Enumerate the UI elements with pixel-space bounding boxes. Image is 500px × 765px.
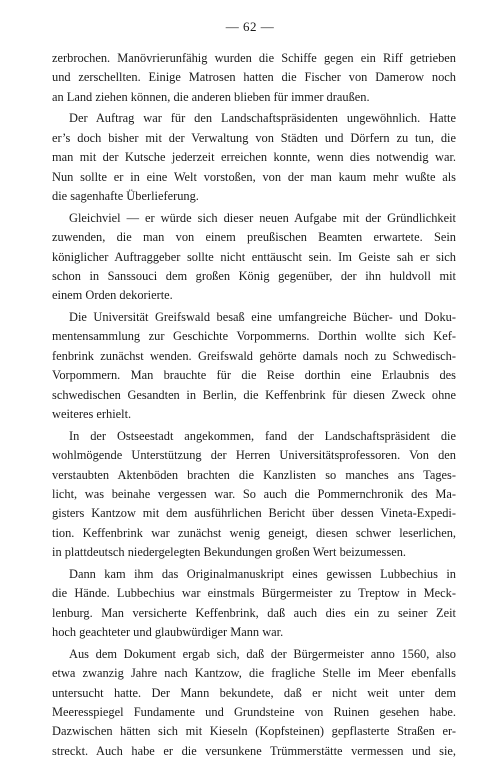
text-line: untersucht hatte. Der Mann bekundete, daß er nicht weit unter dem: [52, 685, 456, 700]
text-line: Aus dem Dokument ergab sich, daß der Bürgermeister anno 1560, also: [69, 646, 456, 661]
text-line: er’s doch bisher mit der Verwaltung von Städten und Dörfern zu tun, die: [52, 130, 456, 145]
text-line: gisters Kantzow mit dem ausführlichen Bericht über dessen Vineta-Expedi-: [52, 506, 456, 521]
text-line: lenburg. Man versicherte Keffenbrink, daß auch dies ein zu seiner Zeit: [52, 605, 456, 620]
text-line: die Hände. Lubbechius war einstmals Bürgermeister zu Treptow in Meck-: [52, 586, 456, 601]
paragraph: [52, 49, 456, 107]
text-line: wohlmögende Unterstützung der Herren Universitätsprofessoren. Von den: [52, 448, 456, 463]
text-line: Gleichviel — er würde sich dieser neuen Aufgabe mit der Gründlichkeit: [69, 210, 456, 225]
text-line: die sagenhafte Überlieferung.: [52, 189, 199, 204]
text-line: man mit der Kutsche jederzeit erreichen konnte, wenn dies notwendig war.: [52, 150, 456, 165]
paragraph: [52, 109, 456, 206]
body-text: [52, 49, 456, 763]
text-line: königlicher Auftraggeber sollte nicht enttäuscht sein. Im Geiste sah er sich: [52, 249, 456, 264]
paragraph: [52, 427, 456, 563]
text-line: Vorpommern. Man brauchte für die Reise dorthin eine Erlaubnis des: [52, 368, 456, 383]
text-line: verstaubten Aktenböden brachten die Kanzlisten so manches ans Tages-: [52, 467, 456, 482]
page-number: — 62 —: [225, 19, 275, 34]
paragraph: [52, 565, 456, 643]
text-line: schon in Sanssouci dem großen König gegenüber, der ihn huldvoll mit: [52, 269, 456, 283]
text-line: zuwenden, die man von einem preußischen Beamten erwartete. Sein: [52, 230, 456, 245]
text-line: einem Orden dekorierte.: [52, 288, 173, 303]
text-line: mentensammlung zur Geschichte Vorpommerns. Dorthin wollte sich Kef-: [52, 329, 456, 344]
text-line: in plattdeutsch niedergelegten Bekundungen großen Wert beizumessen.: [52, 545, 406, 560]
text-line: Nun sollte er in eine Welt vorstoßen, von der man kaum mehr wußte als: [52, 169, 456, 184]
text-line: streckt. Auch habe er die versunkene Trümmerstätte vermessen und sie,: [52, 743, 456, 758]
text-line: hoch geachteter und glaubwürdiger Mann war.: [52, 625, 284, 640]
text-line: etwa zwanzig Jahre nach Kantzow, die fragliche Stelle im Meer ebenfalls: [52, 666, 456, 681]
paragraph: [52, 209, 456, 306]
text-line: tion. Keffenbrink war zunächst wenig geneigt, diesen schwer leserlichen,: [52, 525, 456, 540]
text-line: Der Auftrag war für den Landschaftspräsidenten ungewöhnlich. Hatte: [69, 111, 456, 126]
text-line: Meeresspiegel Fundamente und Grundsteine von Ruinen gesehen habe.: [52, 705, 456, 719]
text-line: licht, was beinahe vergessen war. So auch die Pommernchronik des Ma-: [52, 487, 456, 501]
paragraph: [52, 308, 456, 425]
text-line: fenbrink zunächst wenden. Greifswald gehörte damals noch zu Schwedisch-: [52, 348, 456, 363]
text-line: schwedischen Gesandten in Berlin, die Keffenbrink für diesen Zweck ohne: [52, 387, 456, 402]
text-line: Die Universität Greifswald besaß eine umfangreiche Bücher- und Doku-: [69, 309, 456, 324]
text-line: an Land ziehen können, die anderen blieben für immer draußen.: [52, 89, 370, 104]
text-line: und zerschellten. Einige Matrosen hatten die Fischer von Damerow noch: [52, 70, 456, 85]
text-line: Dann kam ihm das Originalmanuskript eines gewissen Lubbechius in: [69, 566, 456, 581]
paragraph: [52, 645, 456, 762]
text-line: zerbrochen. Manövrierunfähig wurden die Schiffe gegen ein Riff getrieben: [52, 51, 456, 65]
text-line: Dazwischen hätten sich mit Kieseln (Kopfsteinen) gepflasterte Straßen er-: [52, 724, 456, 739]
text-line: In der Ostseestadt angekommen, fand der Landschaftspräsident die: [69, 428, 456, 443]
text-line: weiteres erhielt.: [52, 407, 132, 422]
